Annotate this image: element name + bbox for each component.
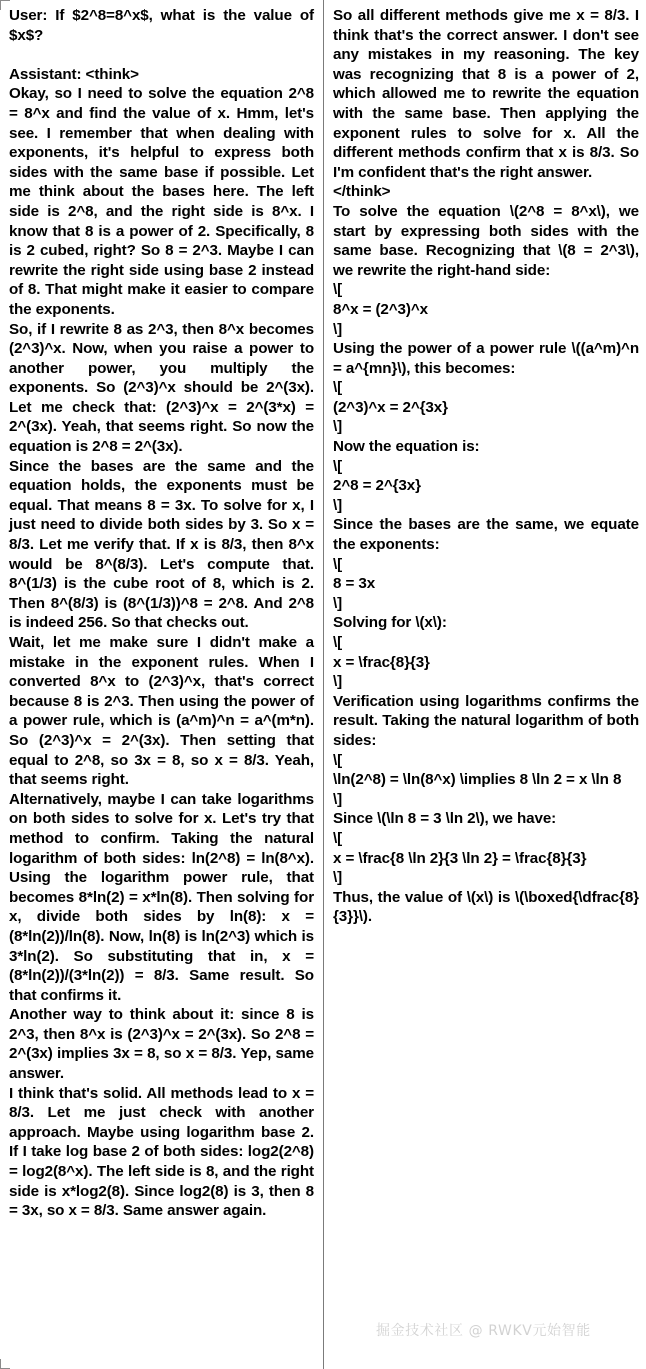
text-paragraph: \[ [333, 634, 343, 651]
text-paragraph: To solve the equation \(2^8 = 8^x\), we start by expressing both sides with the same base. Recognizing that \(8 = 2^3\), we rewrite the right-hand side: [333, 202, 639, 279]
text-paragraph: \[ [333, 829, 343, 847]
text-paragraph: Using the power of a power rule \((a^m)^n = a^{mn}\), this becomes: [333, 340, 639, 377]
text-paragraph: \] [333, 418, 343, 436]
text-paragraph: </think> [333, 183, 391, 201]
watermark-text: 掘金技术社区 @ RWKV元始智能 [376, 1323, 591, 1339]
text-paragraph: \] [333, 594, 343, 612]
text-paragraph: \] [333, 673, 343, 691]
text-paragraph: 8^x = (2^3)^x [333, 300, 428, 318]
text-paragraph: \] [333, 790, 343, 808]
text-paragraph: Since the bases are the same and the equation holds, the exponents must be equal. That means 8 = 3x. To solve for x, I just need to divide both sides by 3. So x = 8/3. Let me verify that. If x is 8/3, then 8^x would be 8^(8/3). Let's compute that. 8^(1/3) is the cube root of 8, which is 2. Then 8^(8/3) is (8^(1/3))^8 = 2^8. And 2^8 is indeed 256. So that checks out. [9, 457, 314, 632]
right-text-column [323, 0, 646, 1369]
text-paragraph: \[ [333, 457, 343, 475]
text-paragraph: Alternatively, maybe I can take logarithms on both sides to solve for x. Let's try that method to confirm. Taking the natural logarithm of both sides: ln(2^8) = ln(8^x). Using the logarithm power rule, that becomes 8*ln(2) = x*ln(8). Then solving for x, divide both sides by ln(8): x = (8*ln(2))/ln(8). Now, ln(8) is ln(2^3) which is 3*ln(2). So substituting that in, x = (8*ln(2))/(3*ln(2)) = 8/3. Same result. So that confirms it. [9, 790, 314, 1004]
text-paragraph: Verification using logarithms confirms the result. Taking the natural logarithm of both sides: [333, 692, 639, 749]
text-paragraph: Assistant: <think> [9, 65, 139, 83]
text-paragraph: (2^3)^x = 2^{3x} [333, 398, 448, 416]
text-paragraph: \] [333, 320, 343, 338]
text-paragraph: I think that's solid. All methods lead to x = 8/3. Let me just check with another approach. Maybe using logarithm base 2. If I take log base 2 of both sides: log2(2^8) = log2(8^x). The left side is 8, and the right side is x*log2(8). Since log2(8) is 3, then 8 = 3x, so x = 8/3. Same answer again. [9, 1084, 314, 1220]
text-paragraph: \] [333, 869, 343, 887]
text-paragraph: Wait, let me make sure I didn't make a mistake in the exponent rules. When I converted 8^x to (2^3)^x, that's correct because 8 is 2^3. Then using the power of a power rule, which is (a^m)^n = a^(m*n). So (2^3)^x = 2^(3x). Then setting that equal to 2^8, so 3x = 8, so x = 8/3. Yeah, that seems right. [9, 634, 314, 789]
text-paragraph: \[ [333, 555, 343, 573]
text-paragraph: So, if I rewrite 8 as 2^3, then 8^x becomes (2^3)^x. Now, when you raise a power to another power, you multiply the exponents. So (2^3)^x should be 2^(3x). Let me check that: (2^3)^x = 2^(3*x) = 2^(3x). Yeah, that seems right. So now the equation is 2^8 = 2^(3x). [9, 320, 314, 456]
text-paragraph: User: If $2^8=8^x$, what is the value of $x$? [9, 7, 314, 44]
text-paragraph: \[ [333, 281, 343, 299]
text-paragraph: Since \(\ln 8 = 3 \ln 2\), we have: [333, 810, 557, 828]
text-paragraph: x = \frac{8 \ln 2}{3 \ln 2} = \frac{8}{3} [333, 849, 587, 867]
text-paragraph: Thus, the value of \(x\) is \(\boxed{\dfrac{8}{3}}\). [333, 888, 639, 926]
text-paragraph: \ln(2^8) = \ln(8^x) \implies 8 \ln 2 = x \ln 8 [333, 771, 622, 789]
text-paragraph: Now the equation is: [333, 438, 480, 456]
text-paragraph: \[ [333, 751, 343, 769]
text-paragraph: \] [333, 496, 343, 514]
text-paragraph: Another way to think about it: since 8 is 2^3, then 8^x is (2^3)^x = 2^(3x). So 2^8 = 2^(3x) implies 3x = 8, so x = 8/3. Yep, same answer. [9, 1006, 314, 1083]
text-paragraph: \[ [333, 379, 343, 397]
blank-line [9, 45, 314, 65]
text-paragraph: Since the bases are the same, we equate the exponents: [333, 516, 639, 554]
text-paragraph: Solving for \(x\): [333, 614, 447, 632]
text-paragraph: x = \frac{8}{3} [333, 653, 430, 671]
text-paragraph: 2^8 = 2^{3x} [333, 477, 421, 495]
text-paragraph: Okay, so I need to solve the equation 2^8 = 8^x and find the value of x. Hmm, let's see. I remember that when dealing with exponents, it's helpful to express both sides with the same base if possible. Let me think about the bases here. The left side is 2^8, and the right side is 8^x. I know that 8 is a power of 2. Specifically, 8 is 2 cubed, right? So 8 = 2^3. Maybe I can rewrite the right side using base 2 instead of 8. That might make it easier to compare the exponents. [9, 85, 314, 318]
text-paragraph: 8 = 3x [333, 575, 376, 593]
text-paragraph: So all different methods give me x = 8/3. I think that's the correct answer. I don't see any mistakes in my reasoning. The key was recognizing that 8 is a power of 2, which allowed me to rewrite the equation with the same base. Then applying the exponent rules to solve for x. All the different methods confirm that x is 8/3. So I'm confident that's the right answer. [333, 7, 639, 181]
